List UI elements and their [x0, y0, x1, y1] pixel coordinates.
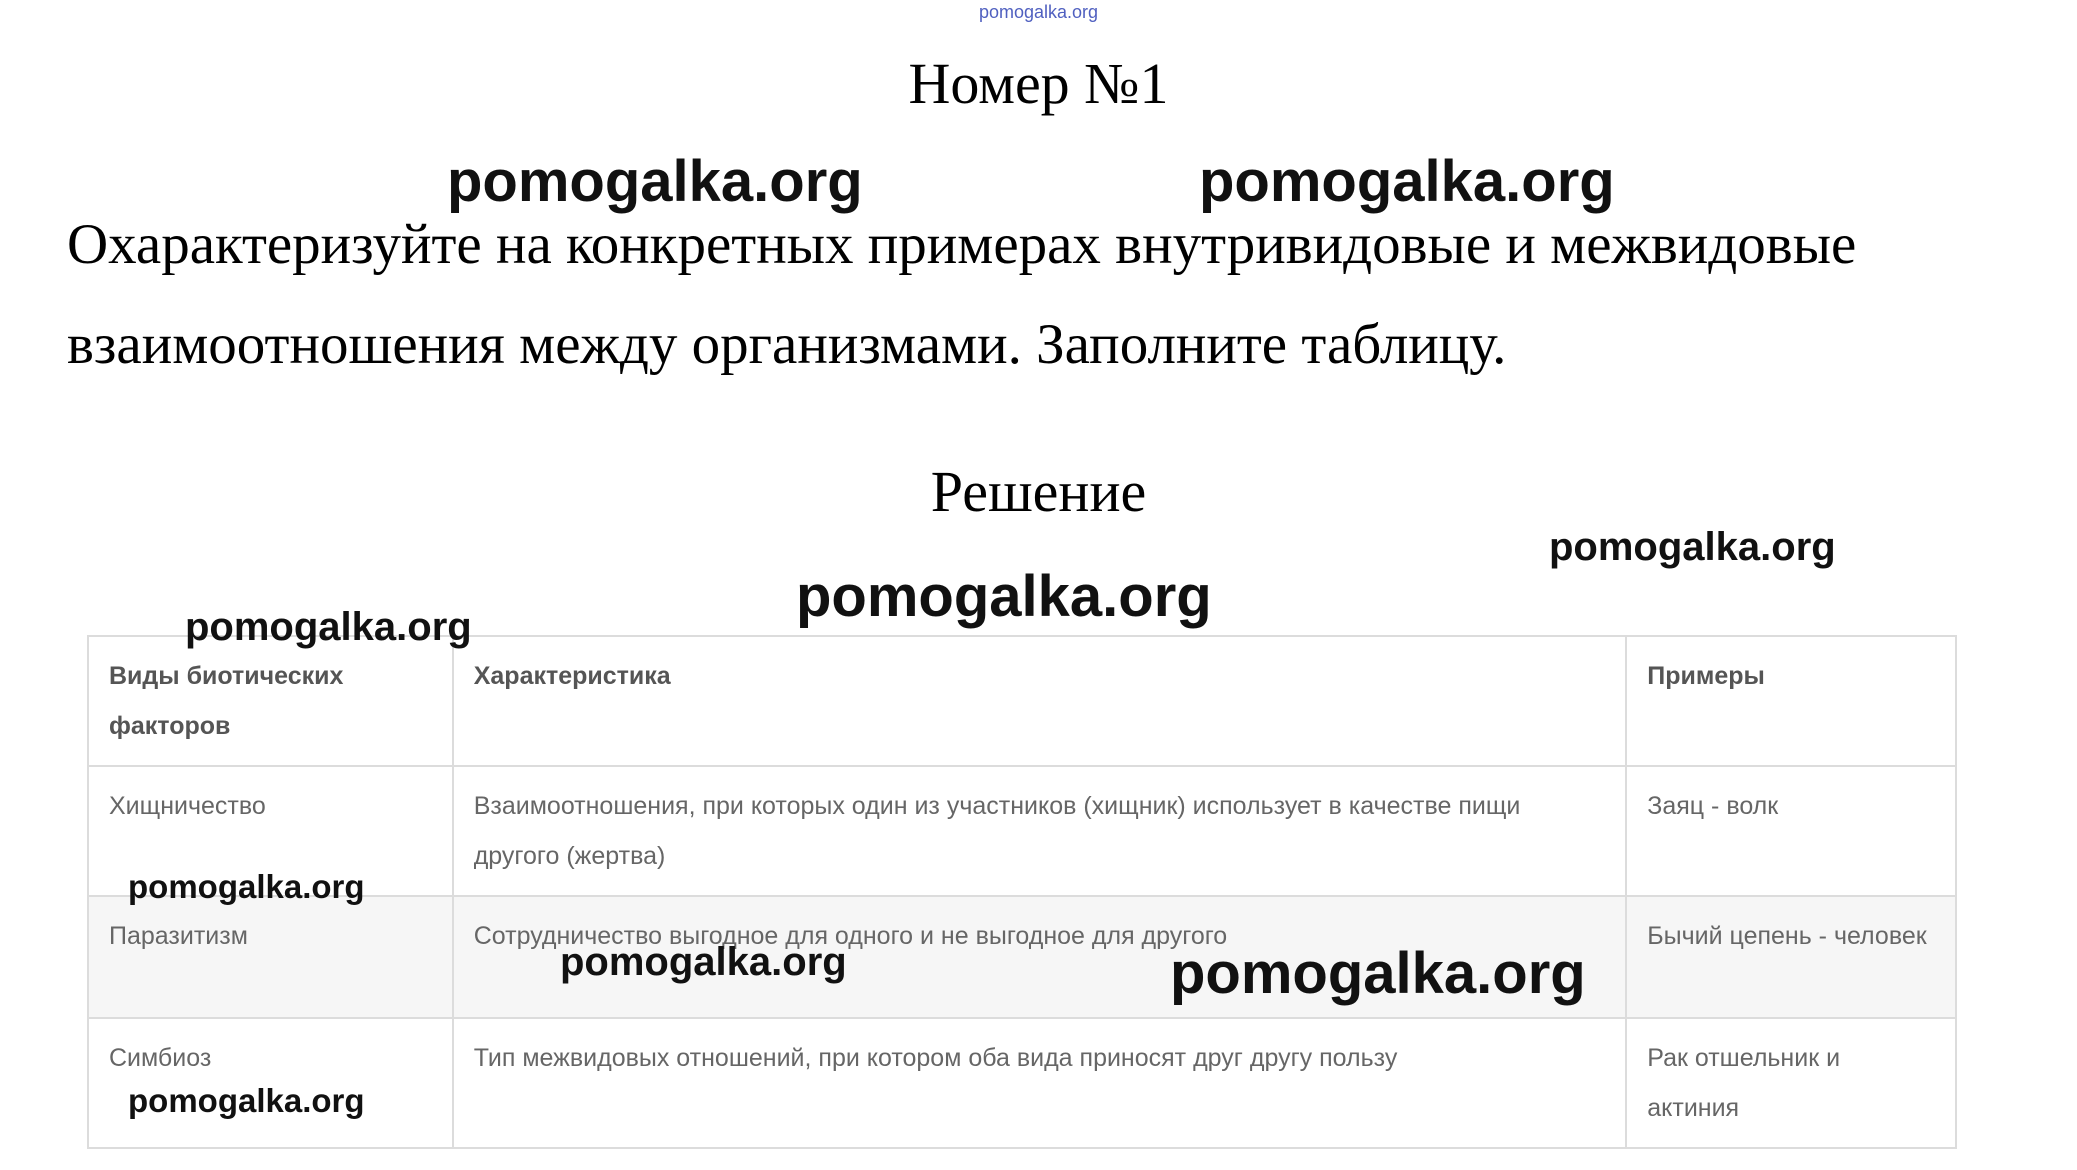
table-row: [88, 766, 1956, 896]
site-mark: pomogalka.org: [978, 2, 1099, 22]
watermark: pomogalka.org: [185, 605, 472, 649]
table-cell: Заяц - волк: [1626, 766, 1956, 896]
watermark: pomogalka.org: [128, 1082, 365, 1119]
header-cell: Виды биотических факторов: [88, 636, 453, 766]
table-cell: Рак отшельник и актиния: [1626, 1018, 1956, 1148]
page-title: Номер №1: [908, 51, 1169, 116]
table-cell: Симбиоз: [88, 1018, 453, 1148]
watermark: pomogalka.org: [796, 564, 1212, 629]
table-header-row: [88, 636, 1956, 766]
watermark: pomogalka.org: [128, 868, 365, 905]
biotic-factors-table: [87, 635, 1957, 1149]
table-cell: Паразитизм: [88, 896, 453, 1018]
watermark: pomogalka.org: [560, 940, 847, 984]
task-line-2: взаимоотношения между организмами. Заполните таблицу.: [67, 313, 1507, 376]
header-cell: Характеристика: [453, 636, 1627, 766]
solution-heading: Решение: [930, 459, 1147, 524]
table-cell: Бычий цепень - человек: [1626, 896, 1956, 1018]
watermark: pomogalka.org: [1549, 525, 1836, 569]
table-row: [88, 896, 1956, 1018]
task-line-1: Охарактеризуйте на конкретных примерах внутривидовые и межвидовые: [67, 213, 1857, 276]
watermark: pomogalka.org: [1170, 941, 1586, 1006]
watermark: pomogalka.org: [447, 149, 863, 214]
table-cell: Сотрудничество выгодное для одного и не выгодное для другого: [453, 896, 1627, 1018]
watermark: pomogalka.org: [1199, 149, 1615, 214]
table-cell: Хищничество: [88, 766, 453, 896]
header-cell: Примеры: [1626, 636, 1956, 766]
table-cell: Взаимоотношения, при которых один из участников (хищник) использует в качестве пищи другого (жертва): [453, 766, 1627, 896]
task-text: [67, 195, 2057, 395]
table-row: [88, 1018, 1956, 1148]
table-cell: Тип межвидовых отношений, при котором оба вида приносят друг другу пользу: [453, 1018, 1627, 1148]
